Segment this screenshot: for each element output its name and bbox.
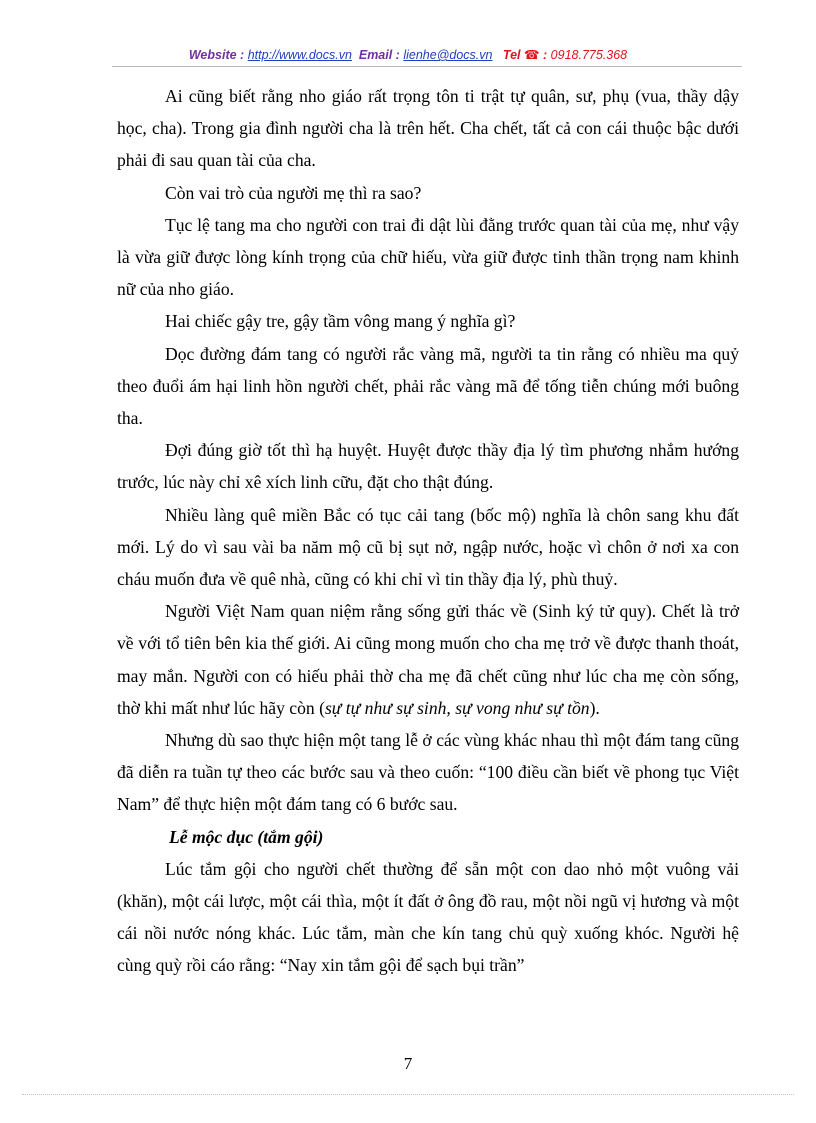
paragraph: Ai cũng biết rằng nho giáo rất trọng tôn ti trật tự quân, sư, phụ (vua, thầy dậy học, cha). Trong gia đình người cha là trên hết. Cha chết, tất cả con cái thuộc bậc dưới phải đi sau quan tài của cha. bbox=[117, 86, 739, 171]
email-label: Email : bbox=[358, 48, 400, 62]
paragraph: Dọc đường đám tang có người rắc vàng mã, người ta tin rằng có nhiều ma quỷ theo đuổi ám hại linh hồn người chết, phải rắc vàng mã để tống tiễn chúng mới buông tha. bbox=[117, 343, 739, 429]
paragraph: Tục lệ tang ma cho người con trai đi dật lùi đằng trước quan tài của mẹ, như vậy là vừa giữ được lòng kính trọng của chữ hiếu, vừa giữ được tinh thần trọng nam khinh nữ của nho giáo. bbox=[117, 214, 739, 300]
paragraph: Hai chiếc gậy tre, gậy tầm vông mang ý nghĩa gì? bbox=[165, 311, 516, 332]
document-body bbox=[117, 80, 739, 982]
paragraph bbox=[117, 595, 739, 724]
section-heading: Lễ mộc dục (tắm gội) bbox=[169, 826, 324, 847]
page-bottom-divider bbox=[22, 1094, 794, 1095]
paragraph: Lúc tắm gội cho người chết thường để sẵn một con dao nhỏ một vuông vải (khăn), một cái lược, một cái thìa, một ít đất ở ông đồ rau, một nồi ngũ vị hương và một cái nồi nước nóng khác. Lúc tắm, màn che kín tang chủ quỳ xuống khóc. Người hệ cùng quỳ rồi cáo rằng: “Nay xin tắm gội để sạch bụi trần” bbox=[117, 858, 739, 976]
website-link[interactable]: http://www.docs.vn bbox=[247, 48, 352, 62]
paragraph-text: Người Việt Nam quan niệm rằng sống gửi thác về (Sinh ký tử quy). Chết là trở về với tổ tiên bên kia thế giới. Ai cũng mong muốn cho cha mẹ trở về được thanh thoát, may mắn. Người con có hiếu phải thờ cha mẹ đã chết cũng như lúc cha mẹ còn sống, thờ khi mất như lúc hãy còn ( bbox=[117, 601, 739, 718]
paragraph: Nhưng dù sao thực hiện một tang lễ ở các vùng khác nhau thì một đám tang cũng đã diễn ra tuần tự theo các bước sau và theo cuốn: “100 điều cần biết về phong tục Việt Nam” để thực hiện một đám tang có 6 bước sau. bbox=[117, 730, 739, 815]
tel-label: Tel ☎ : bbox=[502, 48, 548, 62]
paragraph-tail: ). bbox=[589, 697, 600, 718]
website-label: Website : bbox=[188, 48, 245, 62]
italic-quote: sự tự như sự sinh, sự vong như sự tồn bbox=[324, 697, 590, 718]
paragraph: Nhiều làng quê miền Bắc có tục cải tang (bốc mộ) nghĩa là chôn sang khu đất mới. Lý do vì sau vài ba năm mộ cũ bị sụt nở, ngập nước, hoặc vì chôn ở nơi xa con cháu muốn đưa về quê nhà, cũng có khi chỉ vì tin thầy địa lý, phù thuỷ. bbox=[117, 504, 739, 590]
paragraph: Đợi đúng giờ tốt thì hạ huyệt. Huyệt được thầy địa lý tìm phương nhắm hướng trước, lúc này chỉ xê xích linh cữu, đặt cho thật đúng. bbox=[117, 440, 739, 493]
email-link[interactable]: lienhe@docs.vn bbox=[403, 48, 493, 62]
header-divider bbox=[112, 66, 742, 67]
page-header bbox=[0, 47, 816, 62]
tel-number: 0918.775.368 bbox=[550, 48, 628, 62]
page-number: 7 bbox=[403, 1054, 413, 1073]
paragraph: Còn vai trò của người mẹ thì ra sao? bbox=[165, 182, 422, 203]
